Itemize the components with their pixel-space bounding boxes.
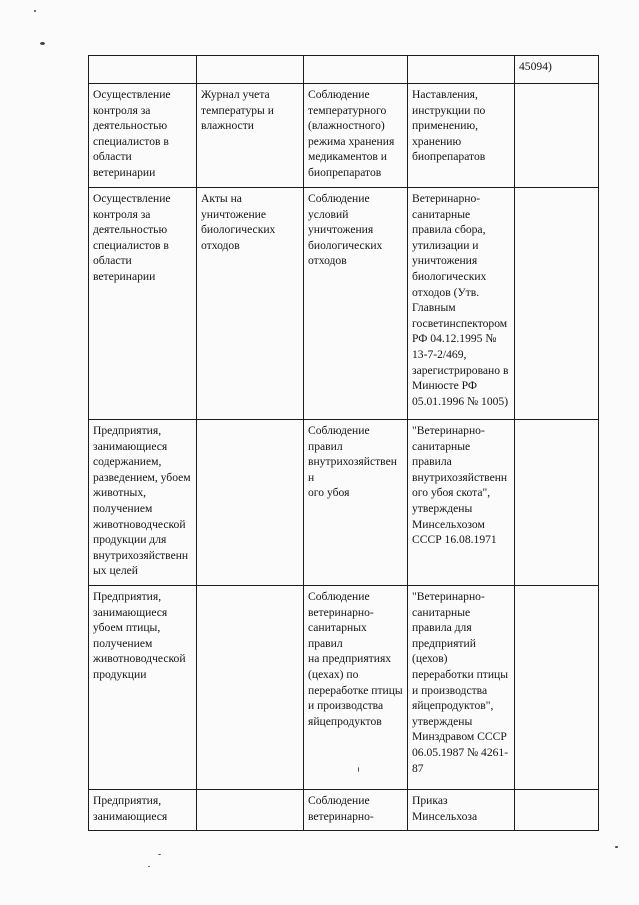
- subject-cell: [89, 586, 197, 790]
- table-row: [89, 420, 599, 586]
- note-cell: [515, 188, 599, 420]
- cell-text: Соблюдение условий уничтожения биологических отходов: [308, 192, 383, 268]
- requirement-cell: [304, 188, 408, 420]
- subject-cell: [89, 420, 197, 586]
- cell-text: Осуществление контроля за деятельностью специалистов в области ветеринарии: [93, 192, 171, 283]
- cell-text: Приказ Минсельхоза: [412, 794, 478, 823]
- cell-text: Акты на уничтожение биологических отходов: [201, 192, 276, 252]
- cell-text: Ветеринарно- санитарные правила сбора, утилизации и уничтожения биологических отходов (Утв. Главным госветинспектором РФ 04.12.1995 № 13-7-2/469, зарегистрировано в Минюсте РФ 05.01.1996 № 1005): [412, 192, 509, 408]
- note-cell: [515, 56, 599, 84]
- cell-text: Соблюдение правил внутрихозяйственн ого убоя: [308, 424, 397, 500]
- regulation-cell: [408, 790, 515, 831]
- cell-text: "Ветеринарно- санитарные правила внутрихозяйственн ого убоя скота", утверждены Минсельхозом СССР 16.08.1971: [412, 424, 508, 547]
- document-cell: [197, 420, 304, 586]
- cell-text: Предприятия, занимающиеся содержанием, разведением, убоем животных, получением животноводческой продукции для внутрихозяйственн ых целей: [93, 424, 191, 578]
- requirement-cell: [304, 420, 408, 586]
- cell-text: Осуществление контроля за деятельностью специалистов в области ветеринарии: [93, 88, 171, 179]
- cell-text: Журнал учета температуры и влажности: [201, 88, 274, 133]
- note-cell: [515, 84, 599, 188]
- requirement-cell: [304, 56, 408, 84]
- cell-text: Соблюдение температурного (влажностного) режима хранения медикаментов и биопрепаратов: [308, 88, 395, 179]
- cell-text: Предприятия, занимающиеся: [93, 794, 168, 823]
- regulations-table: [88, 55, 599, 831]
- requirement-cell: [304, 586, 408, 790]
- regulation-cell: [408, 420, 515, 586]
- subject-cell: [89, 188, 197, 420]
- document-cell: [197, 84, 304, 188]
- document-cell: [197, 790, 304, 831]
- scan-speck: [615, 846, 618, 848]
- table-row: [89, 188, 599, 420]
- scan-speck: [34, 10, 36, 12]
- document-cell: [197, 188, 304, 420]
- scan-speck: [158, 854, 161, 855]
- cell-text: Соблюдение ветеринарно- санитарных правил на предприятиях (цехах) по переработке птицы и производства яйцепродуктов: [308, 590, 403, 728]
- document-cell: [197, 586, 304, 790]
- note-cell: [515, 586, 599, 790]
- requirement-cell: [304, 790, 408, 831]
- cell-text: Соблюдение ветеринарно-: [308, 794, 374, 823]
- scan-speck: [40, 42, 45, 45]
- table-row: [89, 790, 599, 831]
- table-row: [89, 56, 599, 84]
- subject-cell: [89, 84, 197, 188]
- table-row: [89, 586, 599, 790]
- scan-speck: [148, 866, 150, 867]
- regulation-cell: [408, 84, 515, 188]
- cell-text: Предприятия, занимающиеся убоем птицы, получением животноводческой продукции: [93, 590, 186, 681]
- document-cell: [197, 56, 304, 84]
- requirement-cell: [304, 84, 408, 188]
- cell-text: "Ветеринарно- санитарные правила для предприятий (цехов) переработки птицы и производства яйцепродуктов", утверждены Минздравом СССР 06.05.1987 № 4261- 87: [412, 590, 509, 775]
- regulation-cell: [408, 586, 515, 790]
- regulation-cell: [408, 56, 515, 84]
- cell-text: Наставления, инструкции по применению, хранению биопрепаратов: [412, 88, 486, 164]
- subject-cell: [89, 790, 197, 831]
- note-cell: [515, 790, 599, 831]
- table-row: [89, 84, 599, 188]
- regulation-cell: [408, 188, 515, 420]
- cell-text: 45094): [519, 60, 552, 73]
- note-cell: [515, 420, 599, 586]
- subject-cell: [89, 56, 197, 84]
